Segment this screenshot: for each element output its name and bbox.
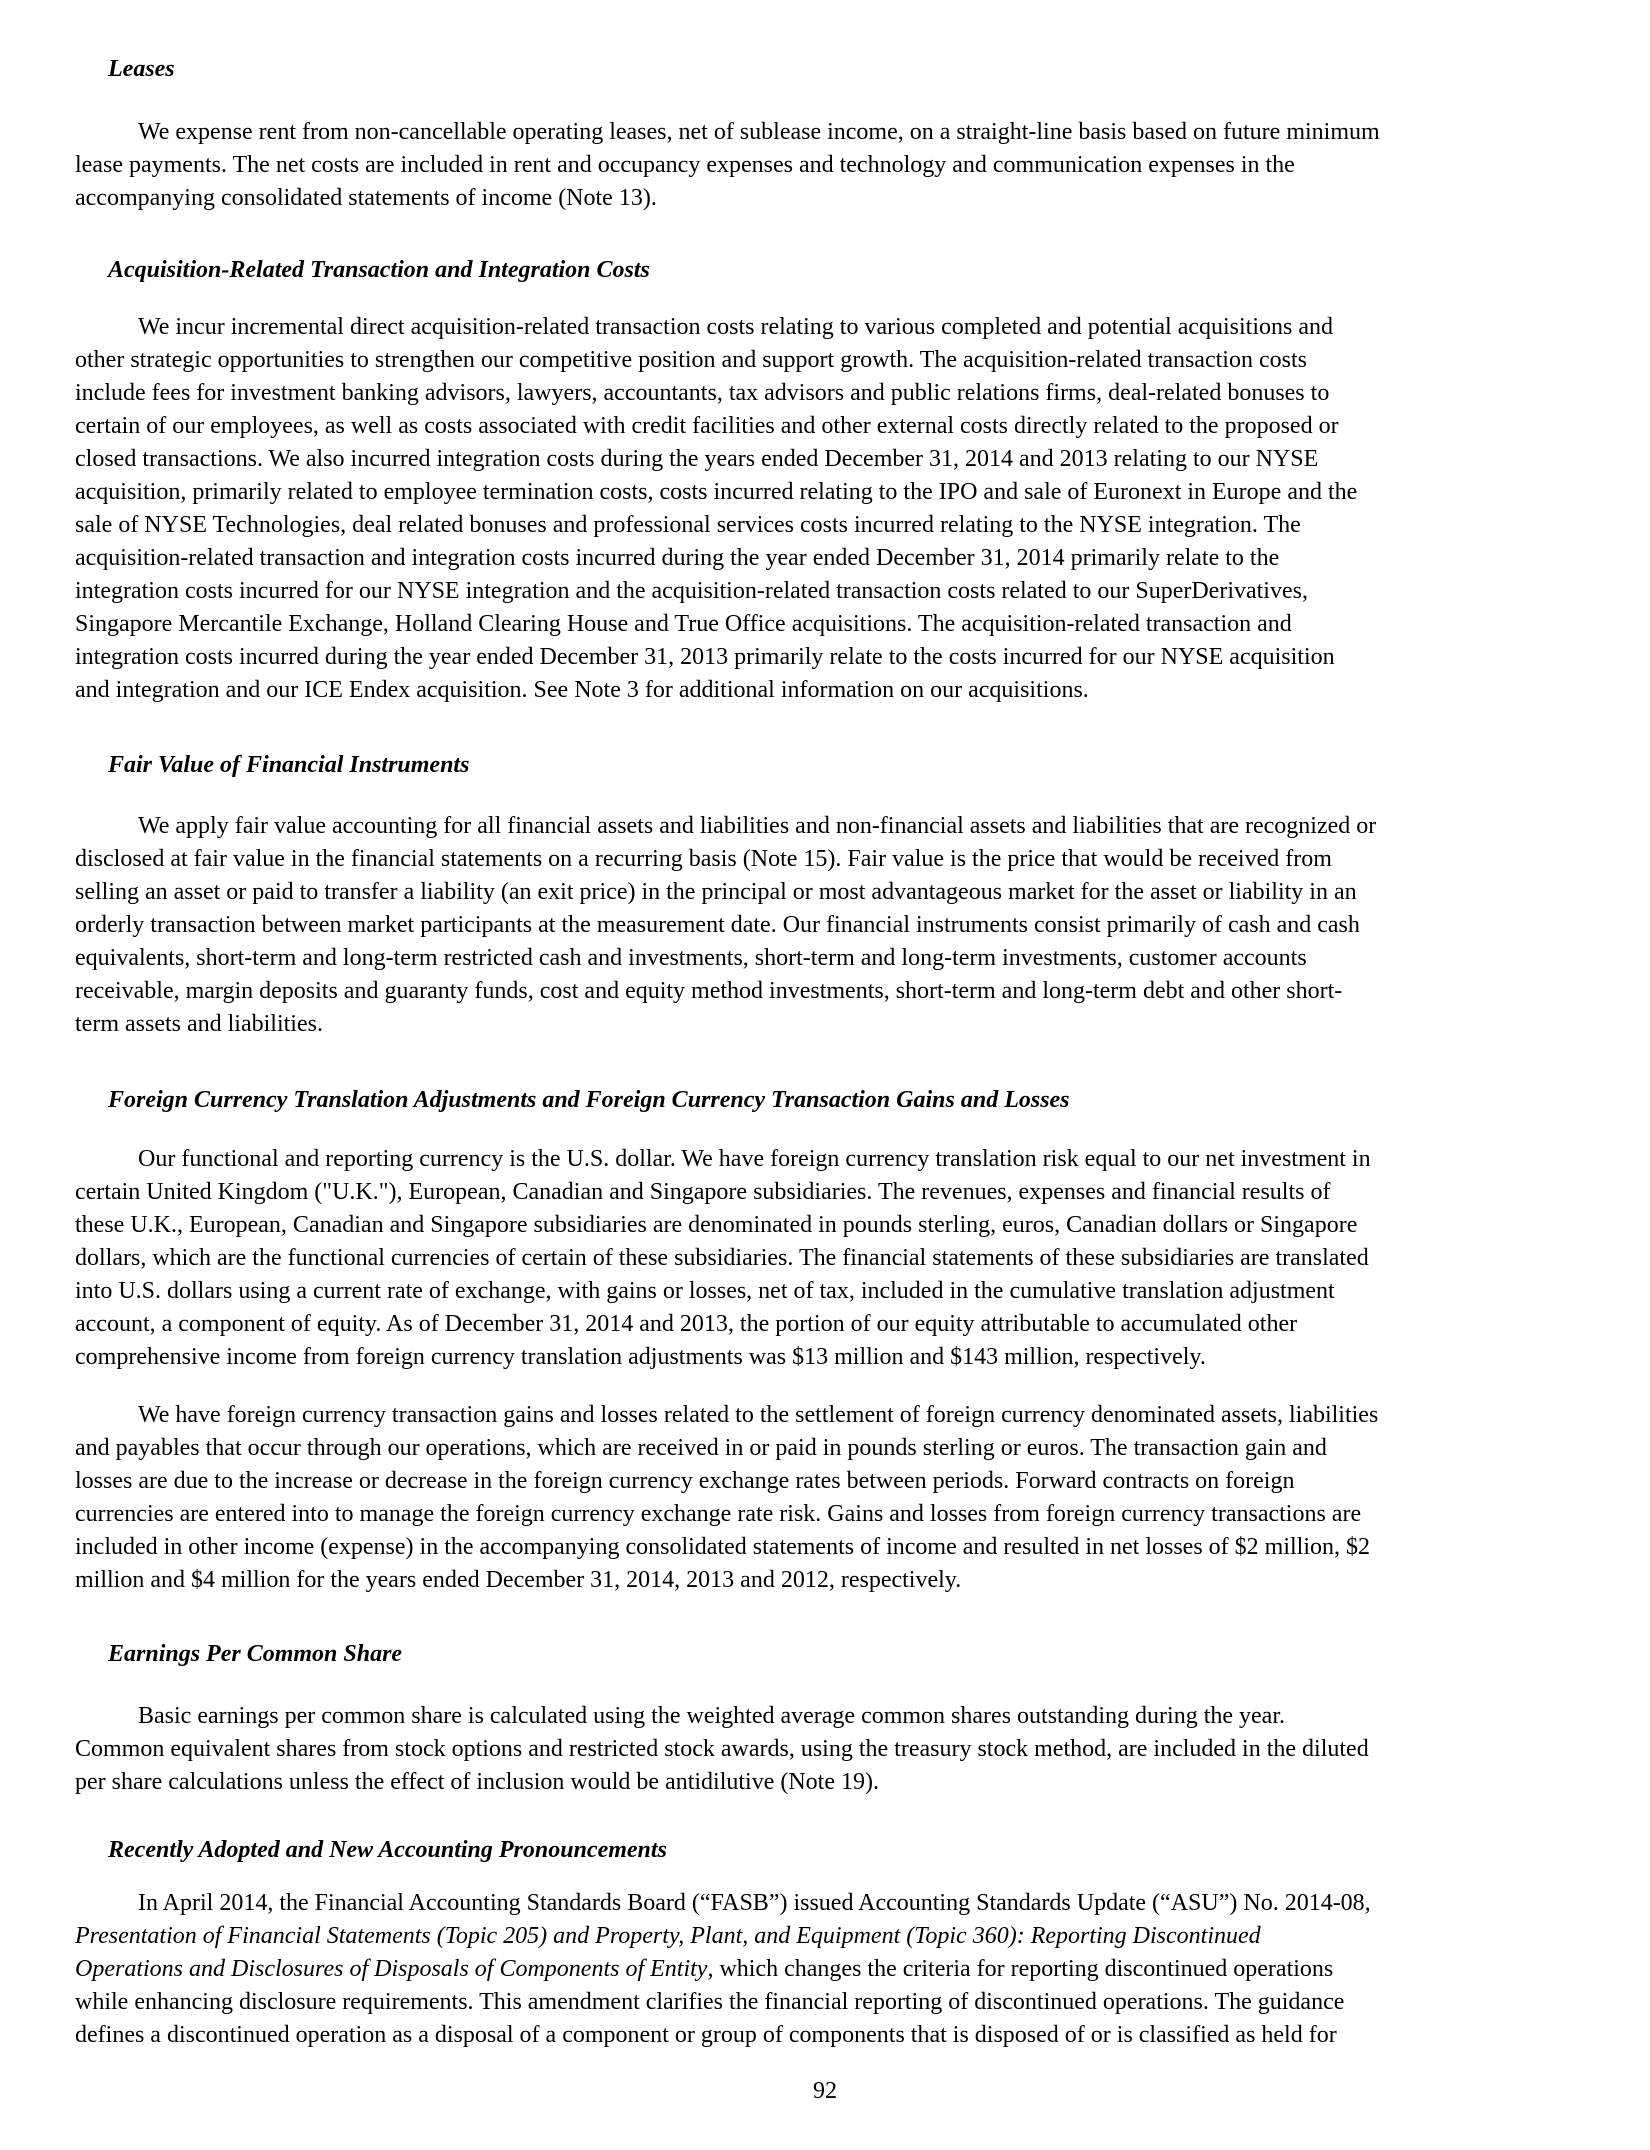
- text-run: orderly transaction between market participants at the measurement date. Our financial instruments consist primarily of cash and cash: [75, 912, 1360, 938]
- text-line: [75, 1143, 1595, 1176]
- text-line: [75, 1432, 1595, 1465]
- text-line: [75, 1308, 1595, 1341]
- text-run: In April 2014, the Financial Accounting Standards Board (“FASB”) issued Accounting Standards Update (“ASU”) No. 2014-08,: [138, 1890, 1371, 1916]
- text-line: [75, 909, 1595, 942]
- text-line: [75, 1008, 1595, 1041]
- text-line: [75, 2019, 1595, 2052]
- text-line: [75, 1953, 1595, 1986]
- text-line: [75, 410, 1595, 443]
- text-line: [75, 1986, 1595, 2019]
- text-line: [75, 608, 1595, 641]
- text-line: [75, 1399, 1595, 1432]
- text-run: disclosed at fair value in the financial statements on a recurring basis (Note 15). Fair value is the price that would be received from: [75, 846, 1332, 872]
- text-line: [75, 1209, 1595, 1242]
- text-line: [75, 149, 1595, 182]
- text-run: acquisition, primarily related to employee termination costs, costs incurred relating to the IPO and sale of Euronext in Europe and the: [75, 479, 1358, 505]
- text-line: [75, 1531, 1595, 1564]
- text-run: We have foreign currency transaction gains and losses related to the settlement of foreign currency denominated assets, liabilities: [138, 1402, 1379, 1428]
- text-line: [75, 942, 1595, 975]
- text-line: [75, 843, 1595, 876]
- text-line: [75, 1242, 1595, 1275]
- text-line: [75, 575, 1595, 608]
- text-line: [75, 674, 1595, 707]
- text-run: accompanying consolidated statements of income (Note 13).: [75, 185, 657, 211]
- text-line: [75, 876, 1595, 909]
- text-line: [75, 1766, 1595, 1799]
- text-run: integration costs incurred during the year ended December 31, 2013 primarily relate to the costs incurred for our NYSE acquisition: [75, 644, 1335, 670]
- text-line: [75, 1465, 1595, 1498]
- italic-text-run: Operations and Disclosures of Disposals of Components of Entity: [75, 1956, 708, 1982]
- text-run: included in other income (expense) in the accompanying consolidated statements of income and resulted in net losses of $2 million, $2: [75, 1534, 1371, 1560]
- text-line: [75, 509, 1595, 542]
- text-run: We expense rent from non-cancellable operating leases, net of sublease income, on a straight-line basis based on future minimum: [138, 119, 1380, 145]
- text-line: [75, 476, 1595, 509]
- text-run: and payables that occur through our operations, which are received in or paid in pounds sterling or euros. The transaction gain and: [75, 1435, 1327, 1461]
- section-heading-earnings-per-share: Earnings Per Common Share: [108, 1641, 403, 1667]
- paragraph: [75, 1887, 1595, 2052]
- paragraph: [75, 1143, 1595, 1374]
- paragraph: [75, 116, 1595, 215]
- text-run: term assets and liabilities.: [75, 1011, 323, 1037]
- text-line: [75, 975, 1595, 1008]
- text-line: [75, 182, 1595, 215]
- page-number: 92: [813, 2078, 837, 2104]
- text-run: We incur incremental direct acquisition-related transaction costs relating to various completed and potential acquisitions and: [138, 314, 1334, 340]
- text-run: into U.S. dollars using a current rate of exchange, with gains or losses, net of tax, included in the cumulative translation adjustment: [75, 1278, 1335, 1304]
- text-run: account, a component of equity. As of December 31, 2014 and 2013, the portion of our equity attributable to accumulated other: [75, 1311, 1298, 1337]
- paragraph: [75, 810, 1595, 1041]
- section-heading-leases: Leases: [108, 56, 175, 82]
- paragraph: [75, 311, 1595, 707]
- text-run: certain United Kingdom ("U.K."), European, Canadian and Singapore subsidiaries. The revenues, expenses and financial results of: [75, 1179, 1331, 1205]
- text-line: [75, 116, 1595, 149]
- text-run: these U.K., European, Canadian and Singapore subsidiaries are denominated in pounds sterling, euros, Canadian dollars or Singapore: [75, 1212, 1358, 1238]
- text-line: [75, 1176, 1595, 1209]
- text-run: include fees for investment banking advisors, lawyers, accountants, tax advisors and public relations firms, deal-related bonuses to: [75, 380, 1330, 406]
- text-run: sale of NYSE Technologies, deal related bonuses and professional services costs incurred relating to the NYSE integration. The: [75, 512, 1301, 538]
- text-line: [75, 1700, 1595, 1733]
- text-run: integration costs incurred for our NYSE integration and the acquisition-related transaction costs related to our SuperDerivatives,: [75, 578, 1308, 604]
- text-run: Singapore Mercantile Exchange, Holland Clearing House and True Office acquisitions. The acquisition-related transaction and: [75, 611, 1292, 637]
- paragraph: [75, 1399, 1595, 1597]
- text-line: [75, 1887, 1595, 1920]
- text-line: [75, 1733, 1595, 1766]
- text-run: million and $4 million for the years ended December 31, 2014, 2013 and 2012, respectively.: [75, 1567, 962, 1593]
- text-line: [75, 1341, 1595, 1374]
- text-line: [75, 1498, 1595, 1531]
- paragraph: [75, 1700, 1595, 1799]
- text-run: lease payments. The net costs are included in rent and occupancy expenses and technology and communication expenses in the: [75, 152, 1295, 178]
- text-line: [75, 1920, 1595, 1953]
- text-run: while enhancing disclosure requirements. This amendment clarifies the financial reporting of discontinued operations. The guidance: [75, 1989, 1345, 2015]
- text-run: other strategic opportunities to strengthen our competitive position and support growth. The acquisition-related transaction costs: [75, 347, 1307, 373]
- text-run: , which changes the criteria for reporting discontinued operations: [707, 1956, 1334, 1982]
- text-run: Our functional and reporting currency is the U.S. dollar. We have foreign currency translation risk equal to our net investment in: [138, 1146, 1371, 1172]
- italic-text-run: Presentation of Financial Statements (Topic 205) and Property, Plant, and Equipment (Topic 360): Reporting Discontinued: [75, 1923, 1261, 1949]
- text-run: equivalents, short-term and long-term restricted cash and investments, short-term and long-term investments, customer accounts: [75, 945, 1307, 971]
- text-run: closed transactions. We also incurred integration costs during the years ended December 31, 2014 and 2013 relating to our NYSE: [75, 446, 1319, 472]
- section-heading-foreign-currency: Foreign Currency Translation Adjustments and Foreign Currency Transaction Gains and Losses: [108, 1087, 1070, 1113]
- text-line: [75, 542, 1595, 575]
- text-run: losses are due to the increase or decrease in the foreign currency exchange rates between periods. Forward contracts on foreign: [75, 1468, 1295, 1494]
- section-heading-acquisition-costs: Acquisition-Related Transaction and Integration Costs: [108, 257, 650, 283]
- text-run: Basic earnings per common share is calculated using the weighted average common shares outstanding during the year.: [138, 1703, 1285, 1729]
- text-line: [75, 443, 1595, 476]
- text-run: selling an asset or paid to transfer a liability (an exit price) in the principal or most advantageous market for the asset or liability in an: [75, 879, 1357, 905]
- text-run: defines a discontinued operation as a disposal of a component or group of components that is disposed of or is classified as held for: [75, 2022, 1337, 2048]
- text-run: and integration and our ICE Endex acquisition. See Note 3 for additional information on our acquisitions.: [75, 677, 1089, 703]
- text-line: [75, 1564, 1595, 1597]
- text-line: [75, 810, 1595, 843]
- text-run: per share calculations unless the effect of inclusion would be antidilutive (Note 19).: [75, 1769, 879, 1795]
- text-run: certain of our employees, as well as costs associated with credit facilities and other external costs directly related to the proposed or: [75, 413, 1339, 439]
- text-run: currencies are entered into to manage the foreign currency exchange rate risk. Gains and losses from foreign currency transactions are: [75, 1501, 1362, 1527]
- text-run: Common equivalent shares from stock options and restricted stock awards, using the treasury stock method, are included in the diluted: [75, 1736, 1369, 1762]
- text-line: [75, 344, 1595, 377]
- text-run: acquisition-related transaction and integration costs incurred during the year ended December 31, 2014 primarily relate to the: [75, 545, 1280, 571]
- text-line: [75, 641, 1595, 674]
- text-run: receivable, margin deposits and guaranty funds, cost and equity method investments, short-term and long-term debt and other short-: [75, 978, 1343, 1004]
- section-heading-fair-value: Fair Value of Financial Instruments: [108, 752, 470, 778]
- section-heading-accounting-pronouncements: Recently Adopted and New Accounting Pronouncements: [108, 1837, 667, 1863]
- text-line: [75, 1275, 1595, 1308]
- text-run: comprehensive income from foreign currency translation adjustments was $13 million and $143 million, respectively.: [75, 1344, 1206, 1370]
- text-line: [75, 311, 1595, 344]
- text-run: We apply fair value accounting for all financial assets and liabilities and non-financial assets and liabilities that are recognized or: [138, 813, 1377, 839]
- text-line: [75, 377, 1595, 410]
- text-run: dollars, which are the functional currencies of certain of these subsidiaries. The financial statements of these subsidiaries are translated: [75, 1245, 1369, 1271]
